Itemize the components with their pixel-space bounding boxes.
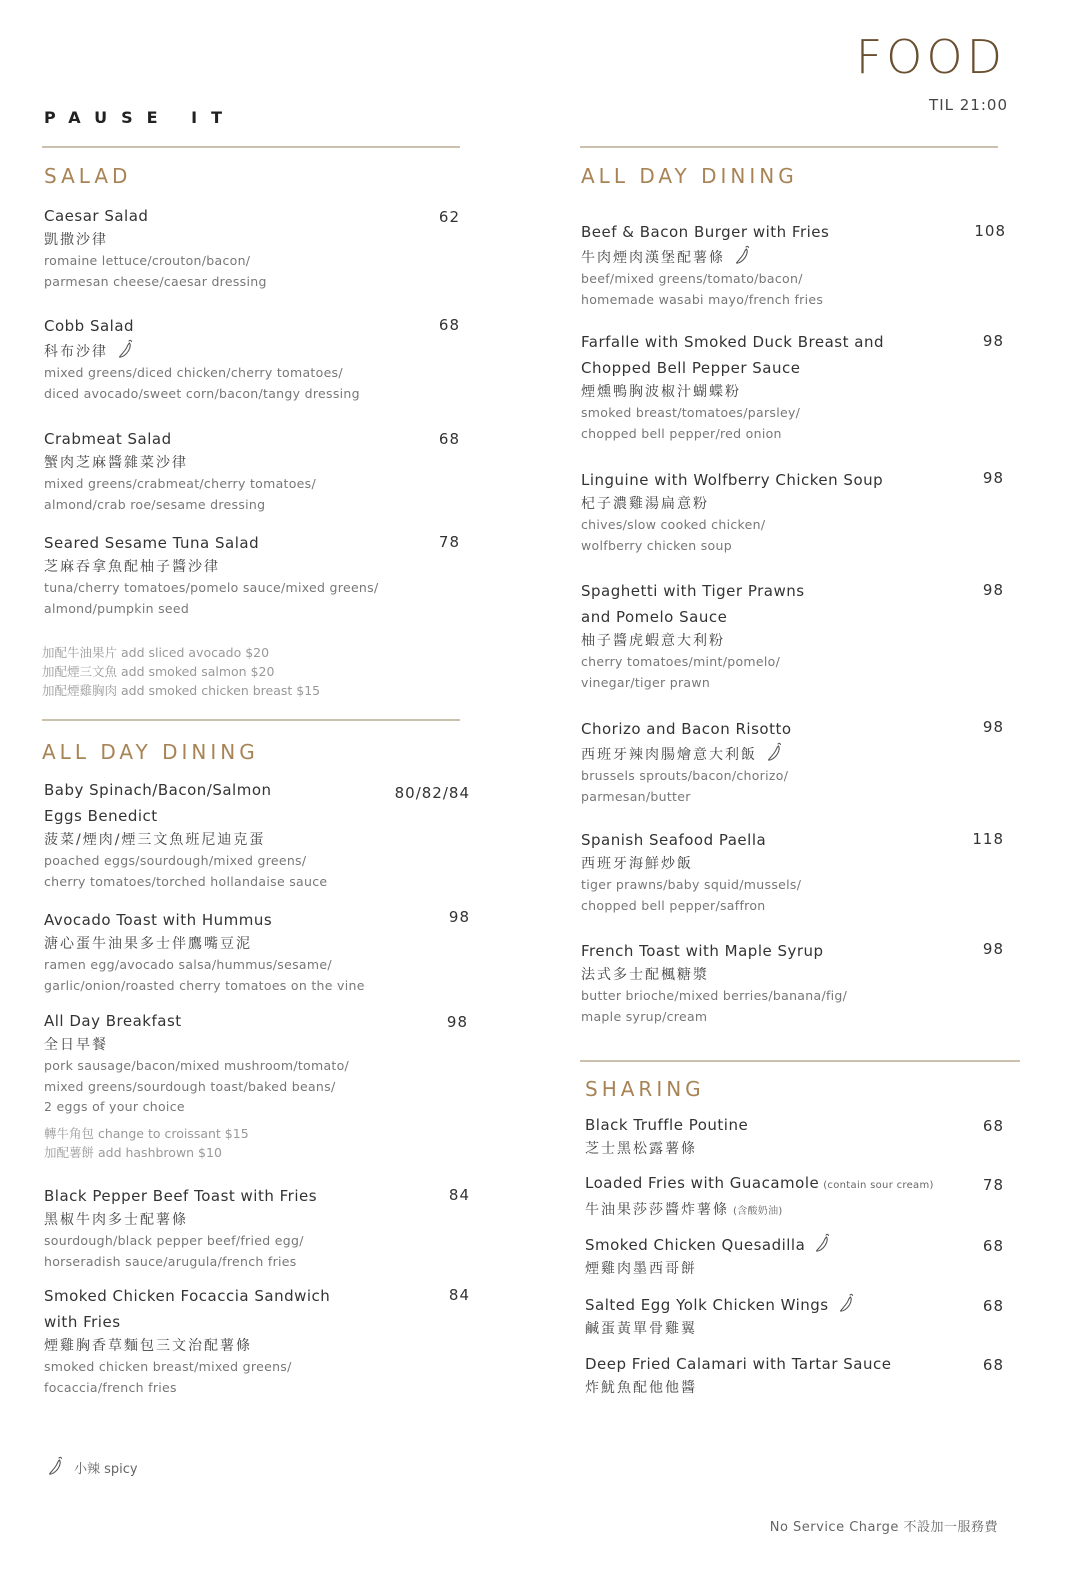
item-name-chinese: 西班牙海鮮炒飯 <box>581 856 693 872</box>
menu-item <box>581 578 805 693</box>
item-price: 68 <box>982 1297 1004 1315</box>
item-description: smoked chicken breast/mixed greens/ <box>44 1359 292 1374</box>
menu-item <box>581 329 884 444</box>
item-note-chinese: (含酸奶油) <box>733 1206 783 1217</box>
item-name: Avocado Toast with Hummus <box>44 911 273 929</box>
item-name: Black Pepper Beef Toast with Fries <box>44 1187 318 1205</box>
item-name-chinese: 煙雞胸香草麵包三文治配薯條 <box>44 1338 252 1354</box>
item-description: tiger prawns/baby squid/mussels/ <box>581 877 802 892</box>
item-name: with Fries <box>44 1313 121 1331</box>
item-description: chives/slow cooked chicken/ <box>581 517 766 532</box>
item-name: Smoked Chicken Focaccia Sandwich <box>44 1287 331 1305</box>
item-price: 98 <box>982 469 1004 487</box>
item-description: cherry tomatoes/torched hollandaise sauce <box>44 873 328 889</box>
addon-option: 加配牛油果片 add sliced avocado $20 <box>42 645 270 660</box>
item-description: almond/crab roe/sesame dressing <box>44 496 266 512</box>
item-description: beef/mixed greens/tomato/bacon/ <box>581 271 803 286</box>
item-description: diced avocado/sweet corn/bacon/tangy dressing <box>44 385 360 401</box>
item-description: mixed greens/diced chicken/cherry tomatoes/ <box>44 365 343 380</box>
item-price: 98 <box>982 332 1004 350</box>
addon-option: 加配煙三文魚 add smoked salmon $20 <box>42 664 275 679</box>
item-name: Cobb Salad <box>44 317 135 335</box>
item-price: 84 <box>448 1286 470 1304</box>
item-description: ramen egg/avocado salsa/hummus/sesame/ <box>44 957 332 972</box>
item-name: Black Truffle Poutine <box>585 1116 749 1134</box>
item-name-chinese: 黑椒牛肉多士配薯條 <box>44 1212 188 1228</box>
menu-item <box>44 530 378 619</box>
item-price: 68 <box>438 430 460 448</box>
item-name: Farfalle with Smoked Duck Breast and <box>581 333 884 351</box>
item-name-chinese: 科布沙律 <box>44 344 108 360</box>
item-name: Loaded Fries with Guacamole <box>585 1174 820 1192</box>
item-price: 108 <box>974 222 1006 240</box>
menu-item <box>585 1112 748 1160</box>
item-price: 98 <box>982 940 1004 958</box>
page-title: FOOD <box>855 30 1006 84</box>
menu-item <box>581 467 883 556</box>
item-name-chinese: 凱撒沙律 <box>44 232 108 248</box>
item-description: mixed greens/crabmeat/cherry tomatoes/ <box>44 476 316 491</box>
item-price: 98 <box>982 718 1004 736</box>
item-name-chinese: 西班牙辣肉腸燴意大利飯 <box>581 747 757 763</box>
item-description: homemade wasabi mayo/french fries <box>581 291 824 307</box>
menu-item <box>581 716 792 807</box>
item-name: Eggs Benedict <box>44 807 158 825</box>
menu-item <box>44 426 316 515</box>
item-description: wolfberry chicken soup <box>581 537 732 553</box>
item-name-chinese: 牛油果莎莎醬炸薯條 <box>585 1202 729 1218</box>
item-price: 118 <box>972 830 1004 848</box>
item-description: 2 eggs of your choice <box>44 1099 185 1114</box>
chili-pepper-icon <box>735 245 751 265</box>
item-note: (contain sour cream) <box>823 1180 934 1191</box>
item-name: and Pomelo Sauce <box>581 608 728 626</box>
item-description: poached eggs/sourdough/mixed greens/ <box>44 853 307 868</box>
item-name: Baby Spinach/Bacon/Salmon <box>44 781 272 799</box>
item-description: mixed greens/sourdough toast/baked beans/ <box>44 1078 336 1094</box>
item-name-chinese: 煙燻鴨胸波椒汁蝴蝶粉 <box>581 384 741 400</box>
addon-option: 加配薯餅 add hashbrown $10 <box>44 1144 222 1160</box>
footer-note: No Service Charge 不設加一服務費 <box>769 1520 998 1535</box>
item-description: horseradish sauce/arugula/french fries <box>44 1253 297 1269</box>
item-description: sourdough/black pepper beef/fried egg/ <box>44 1233 304 1248</box>
item-name: Crabmeat Salad <box>44 430 172 448</box>
item-price: 68 <box>982 1356 1004 1374</box>
chili-pepper-icon <box>815 1233 831 1253</box>
item-price: 84 <box>448 1186 470 1204</box>
spicy-legend <box>48 1456 138 1477</box>
section-title-salad: SALAD <box>44 164 132 188</box>
menu-item <box>585 1170 934 1223</box>
section-title-all-day-dining: ALL DAY DINING <box>581 164 798 188</box>
item-name-chinese: 溏心蛋牛油果多士伴鷹嘴豆泥 <box>44 936 252 952</box>
menu-item <box>44 1183 317 1272</box>
item-name: French Toast with Maple Syrup <box>581 942 824 960</box>
item-description: tuna/cherry tomatoes/pomelo sauce/mixed greens/ <box>44 580 379 595</box>
section-title-sharing: SHARING <box>585 1077 705 1101</box>
item-name-chinese: 全日早餐 <box>44 1037 108 1053</box>
menu-item <box>44 1283 330 1398</box>
item-name-chinese: 菠菜/煙肉/煙三文魚班尼迪克蛋 <box>44 832 266 848</box>
menu-item <box>585 1232 831 1280</box>
item-description: chopped bell pepper/saffron <box>581 897 766 913</box>
item-description: vinegar/tiger prawn <box>581 674 711 690</box>
item-price: 80/82/84 <box>394 784 470 802</box>
chili-pepper-icon <box>839 1293 855 1313</box>
item-price: 68 <box>982 1117 1004 1135</box>
item-name-chinese: 芝麻吞拿魚配柚子醬沙律 <box>44 559 220 575</box>
item-price: 78 <box>982 1176 1004 1194</box>
item-price: 68 <box>982 1237 1004 1255</box>
item-name: All Day Breakfast <box>44 1012 182 1030</box>
divider <box>42 146 460 148</box>
item-name: Beef & Bacon Burger with Fries <box>581 223 830 241</box>
section-title-all-day-dining: ALL DAY DINING <box>42 740 259 764</box>
item-description: parmesan/butter <box>581 788 691 804</box>
brand-logo: PAUSE IT <box>44 108 237 127</box>
legend-label: 小辣 spicy <box>74 1462 138 1477</box>
addon-option: 加配煙雞胸肉 add smoked chicken breast $15 <box>42 683 321 698</box>
item-name-chinese: 炸魷魚配他他醬 <box>585 1380 697 1396</box>
menu-item <box>585 1292 855 1340</box>
item-name-chinese: 芝士黑松露薯條 <box>585 1141 697 1157</box>
item-name: Smoked Chicken Quesadilla <box>585 1236 806 1254</box>
item-name-chinese: 柚子醬虎蝦意大利粉 <box>581 633 725 649</box>
item-description: maple syrup/cream <box>581 1008 708 1024</box>
chili-pepper-icon <box>48 1456 64 1476</box>
item-description: smoked breast/tomatoes/parsley/ <box>581 405 801 420</box>
item-description: garlic/onion/roasted cherry tomatoes on the vine <box>44 977 365 993</box>
item-description: focaccia/french fries <box>44 1379 177 1395</box>
addon-option: 轉牛角包 change to croissant $15 <box>44 1125 249 1141</box>
item-description: cherry tomatoes/mint/pomelo/ <box>581 654 781 669</box>
menu-item <box>581 219 829 310</box>
chili-pepper-icon <box>118 339 134 359</box>
menu-item <box>44 777 327 892</box>
item-name: Chopped Bell Pepper Sauce <box>581 359 801 377</box>
item-name-chinese: 法式多士配楓糖漿 <box>581 967 709 983</box>
item-price: 98 <box>448 908 470 926</box>
item-name: Spanish Seafood Paella <box>581 831 767 849</box>
item-description: almond/pumpkin seed <box>44 600 190 616</box>
item-name: Seared Sesame Tuna Salad <box>44 534 260 552</box>
divider <box>42 719 460 721</box>
item-name: Spaghetti with Tiger Prawns <box>581 582 805 600</box>
item-description: chopped bell pepper/red onion <box>581 425 782 441</box>
menu-item <box>581 827 801 916</box>
item-description: pork sausage/bacon/mixed mushroom/tomato/ <box>44 1058 350 1073</box>
item-name-chinese: 鹹蛋黃單骨雞翼 <box>585 1321 697 1337</box>
item-name: Salted Egg Yolk Chicken Wings <box>585 1296 829 1314</box>
item-name: Caesar Salad <box>44 207 149 225</box>
chili-pepper-icon <box>767 742 783 762</box>
addon-list <box>42 643 320 700</box>
item-name: Deep Fried Calamari with Tartar Sauce <box>585 1355 892 1373</box>
item-name: Chorizo and Bacon Risotto <box>581 720 792 738</box>
item-description: romaine lettuce/crouton/bacon/ <box>44 253 251 268</box>
item-description: brussels sprouts/bacon/chorizo/ <box>581 768 789 783</box>
divider <box>580 1060 1020 1062</box>
menu-item <box>44 907 365 996</box>
item-price: 78 <box>438 533 460 551</box>
menu-item <box>581 938 847 1027</box>
menu-item <box>44 203 267 292</box>
opening-hours: TIL 21:00 <box>929 96 1008 114</box>
item-name-chinese: 煙雞肉墨西哥餅 <box>585 1261 697 1277</box>
menu-item <box>44 313 360 404</box>
item-name-chinese: 蟹肉芝麻醬雜菜沙律 <box>44 455 188 471</box>
menu-item <box>44 1008 349 1162</box>
item-price: 98 <box>446 1013 468 1031</box>
item-description: butter brioche/mixed berries/banana/fig/ <box>581 988 848 1003</box>
divider <box>580 146 998 148</box>
item-description: parmesan cheese/caesar dressing <box>44 273 267 289</box>
item-name-chinese: 杞子濃雞湯扁意粉 <box>581 496 709 512</box>
item-price: 98 <box>982 581 1004 599</box>
item-price: 68 <box>438 316 460 334</box>
item-price: 62 <box>438 208 460 226</box>
item-name: Linguine with Wolfberry Chicken Soup <box>581 471 884 489</box>
menu-item <box>585 1351 891 1399</box>
item-name-chinese: 牛肉煙肉漢堡配薯條 <box>581 250 725 266</box>
